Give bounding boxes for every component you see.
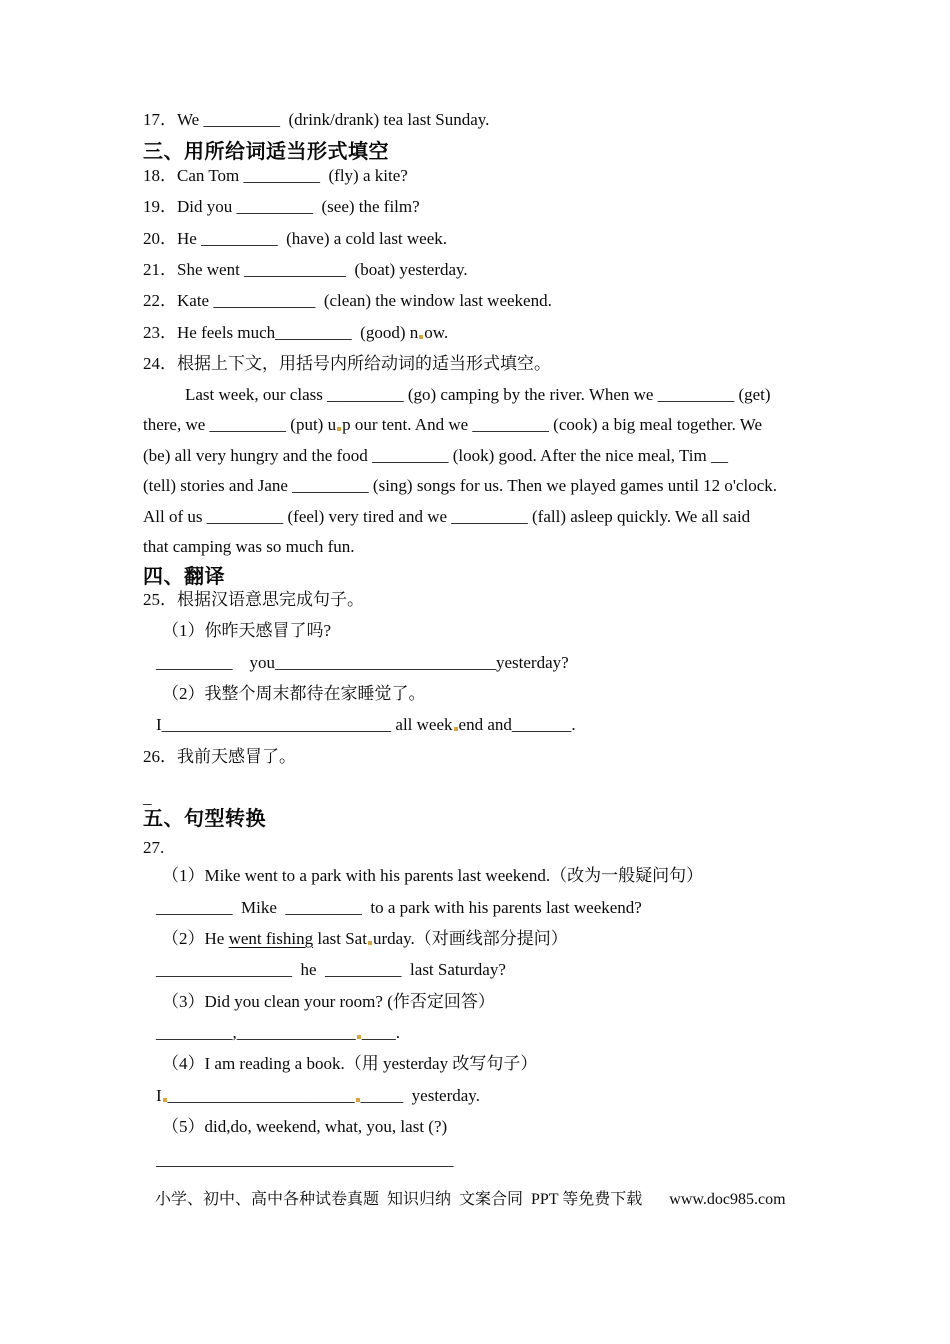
proof-mark-icon — [368, 941, 372, 945]
passage-line-1: Last week, our class _________ (go) camping by the river. When we _________ (get) — [185, 385, 771, 404]
question-25-answer-1: _________ you__________________________yesterday? — [156, 653, 569, 672]
question-19: 19．Did you _________ (see) the film? — [143, 197, 420, 216]
question-27-answer-4-tail: _____ yesterday. — [360, 1086, 480, 1105]
footer-website-text: www.doc985.com — [669, 1191, 786, 1208]
section-4-heading: 四、翻译 — [143, 566, 225, 588]
question-27-answer-3-tail: ____. — [361, 1023, 400, 1042]
question-27-item-3: （3）Did you clean your room? (作否定回答） — [162, 992, 495, 1011]
passage-line-2-text-tail: p our tent. And we _________ (cook) a big meal together. We — [342, 415, 763, 434]
question-25-item-1: （1）你昨天感冒了吗? — [162, 621, 332, 640]
proof-mark-icon — [357, 1035, 361, 1039]
proof-mark-icon — [337, 427, 341, 431]
question-23-text-tail: ow. — [424, 323, 449, 342]
question-27-answer-5: ___________________________________ — [156, 1150, 454, 1169]
question-27-answer-1: _________ Mike _________ to a park with his parents last weekend? — [156, 898, 642, 917]
passage-line-6: that camping was so much fun. — [143, 537, 355, 556]
proof-mark-icon — [419, 335, 423, 339]
question-27-item-5: （5）did,do, weekend, what, you, last (?) — [162, 1117, 448, 1136]
question-27-answer-4-blank: ______________________ — [167, 1086, 355, 1105]
question-25-answer-2-tail: end and_______. — [458, 715, 576, 734]
question-27-item-4: （4）I am reading a book.（用 yesterday 改写句子） — [162, 1054, 538, 1073]
passage-line-3: (be) all very hungry and the food _________ (look) good. After the nice meal, Tim __ — [143, 446, 728, 465]
question-27-number: 27. — [143, 838, 165, 857]
question-18: 18．Can Tom _________ (fly) a kite? — [143, 166, 408, 185]
passage-line-4: (tell) stories and Jane _________ (sing) songs for us. Then we played games until 12 o'clock. — [143, 476, 777, 495]
question-24-intro: 24．根据上下文，用括号内所给动词的适当形式填空。 — [143, 354, 551, 373]
question-25-intro: 25．根据汉语意思完成句子。 — [143, 590, 364, 609]
question-21: 21．She went ____________ (boat) yesterday. — [143, 260, 468, 279]
question-27-item-2-tail: urday.（对画线部分提问） — [372, 929, 568, 948]
passage-line-5: All of us _________ (feel) very tired and we _________ (fall) asleep quickly. We all said — [143, 507, 751, 526]
question-23-text: 23．He feels much_________ (good) n — [143, 323, 419, 342]
question-17: 17．We _________ (drink/drank) tea last Sunday. — [143, 110, 490, 129]
question-22: 22．Kate ____________ (clean) the window last weekend. — [143, 291, 552, 310]
question-27-item-2-text: （2）He — [162, 929, 229, 948]
question-25-answer-2-text: I___________________________ all week — [156, 715, 453, 734]
question-27-answer-4-text: I — [156, 1086, 162, 1105]
section-3-heading: 三、用所给词适当形式填空 — [143, 141, 389, 163]
question-27-item-2-mid: last Sat — [313, 929, 367, 948]
proof-mark-icon — [356, 1098, 360, 1102]
question-27-answer-2: ________________ he _________ last Saturday? — [156, 960, 506, 979]
question-26-answer-blank: _ — [143, 788, 152, 807]
section-5-heading: 五、句型转换 — [143, 808, 266, 830]
page-footer — [155, 1191, 786, 1209]
question-27-answer-4 — [156, 1086, 480, 1106]
proof-mark-icon — [163, 1098, 167, 1102]
question-23 — [143, 323, 448, 343]
question-20: 20．He _________ (have) a cold last week. — [143, 229, 448, 248]
passage-line-2 — [143, 415, 762, 435]
question-27-item-2 — [162, 929, 568, 949]
question-25-item-2: （2）我整个周末都待在家睡觉了。 — [162, 684, 426, 703]
question-27-item-1: （1）Mike went to a park with his parents last weekend.（改为一般疑问句） — [162, 866, 704, 885]
question-27-answer-3 — [156, 1023, 400, 1043]
question-26: 26．我前天感冒了。 — [143, 747, 296, 766]
question-27-answer-3-text: _________,______________ — [156, 1023, 356, 1042]
question-25-answer-2 — [156, 715, 576, 735]
underlined-phrase: went fishing — [228, 929, 314, 948]
proof-mark-icon — [454, 727, 458, 731]
footer-promo-text: 小学、初中、高中各种试卷真题 知识归纳 文案合同 PPT 等免费下载 — [155, 1191, 643, 1208]
passage-line-2-text: there, we _________ (put) u — [143, 415, 337, 434]
